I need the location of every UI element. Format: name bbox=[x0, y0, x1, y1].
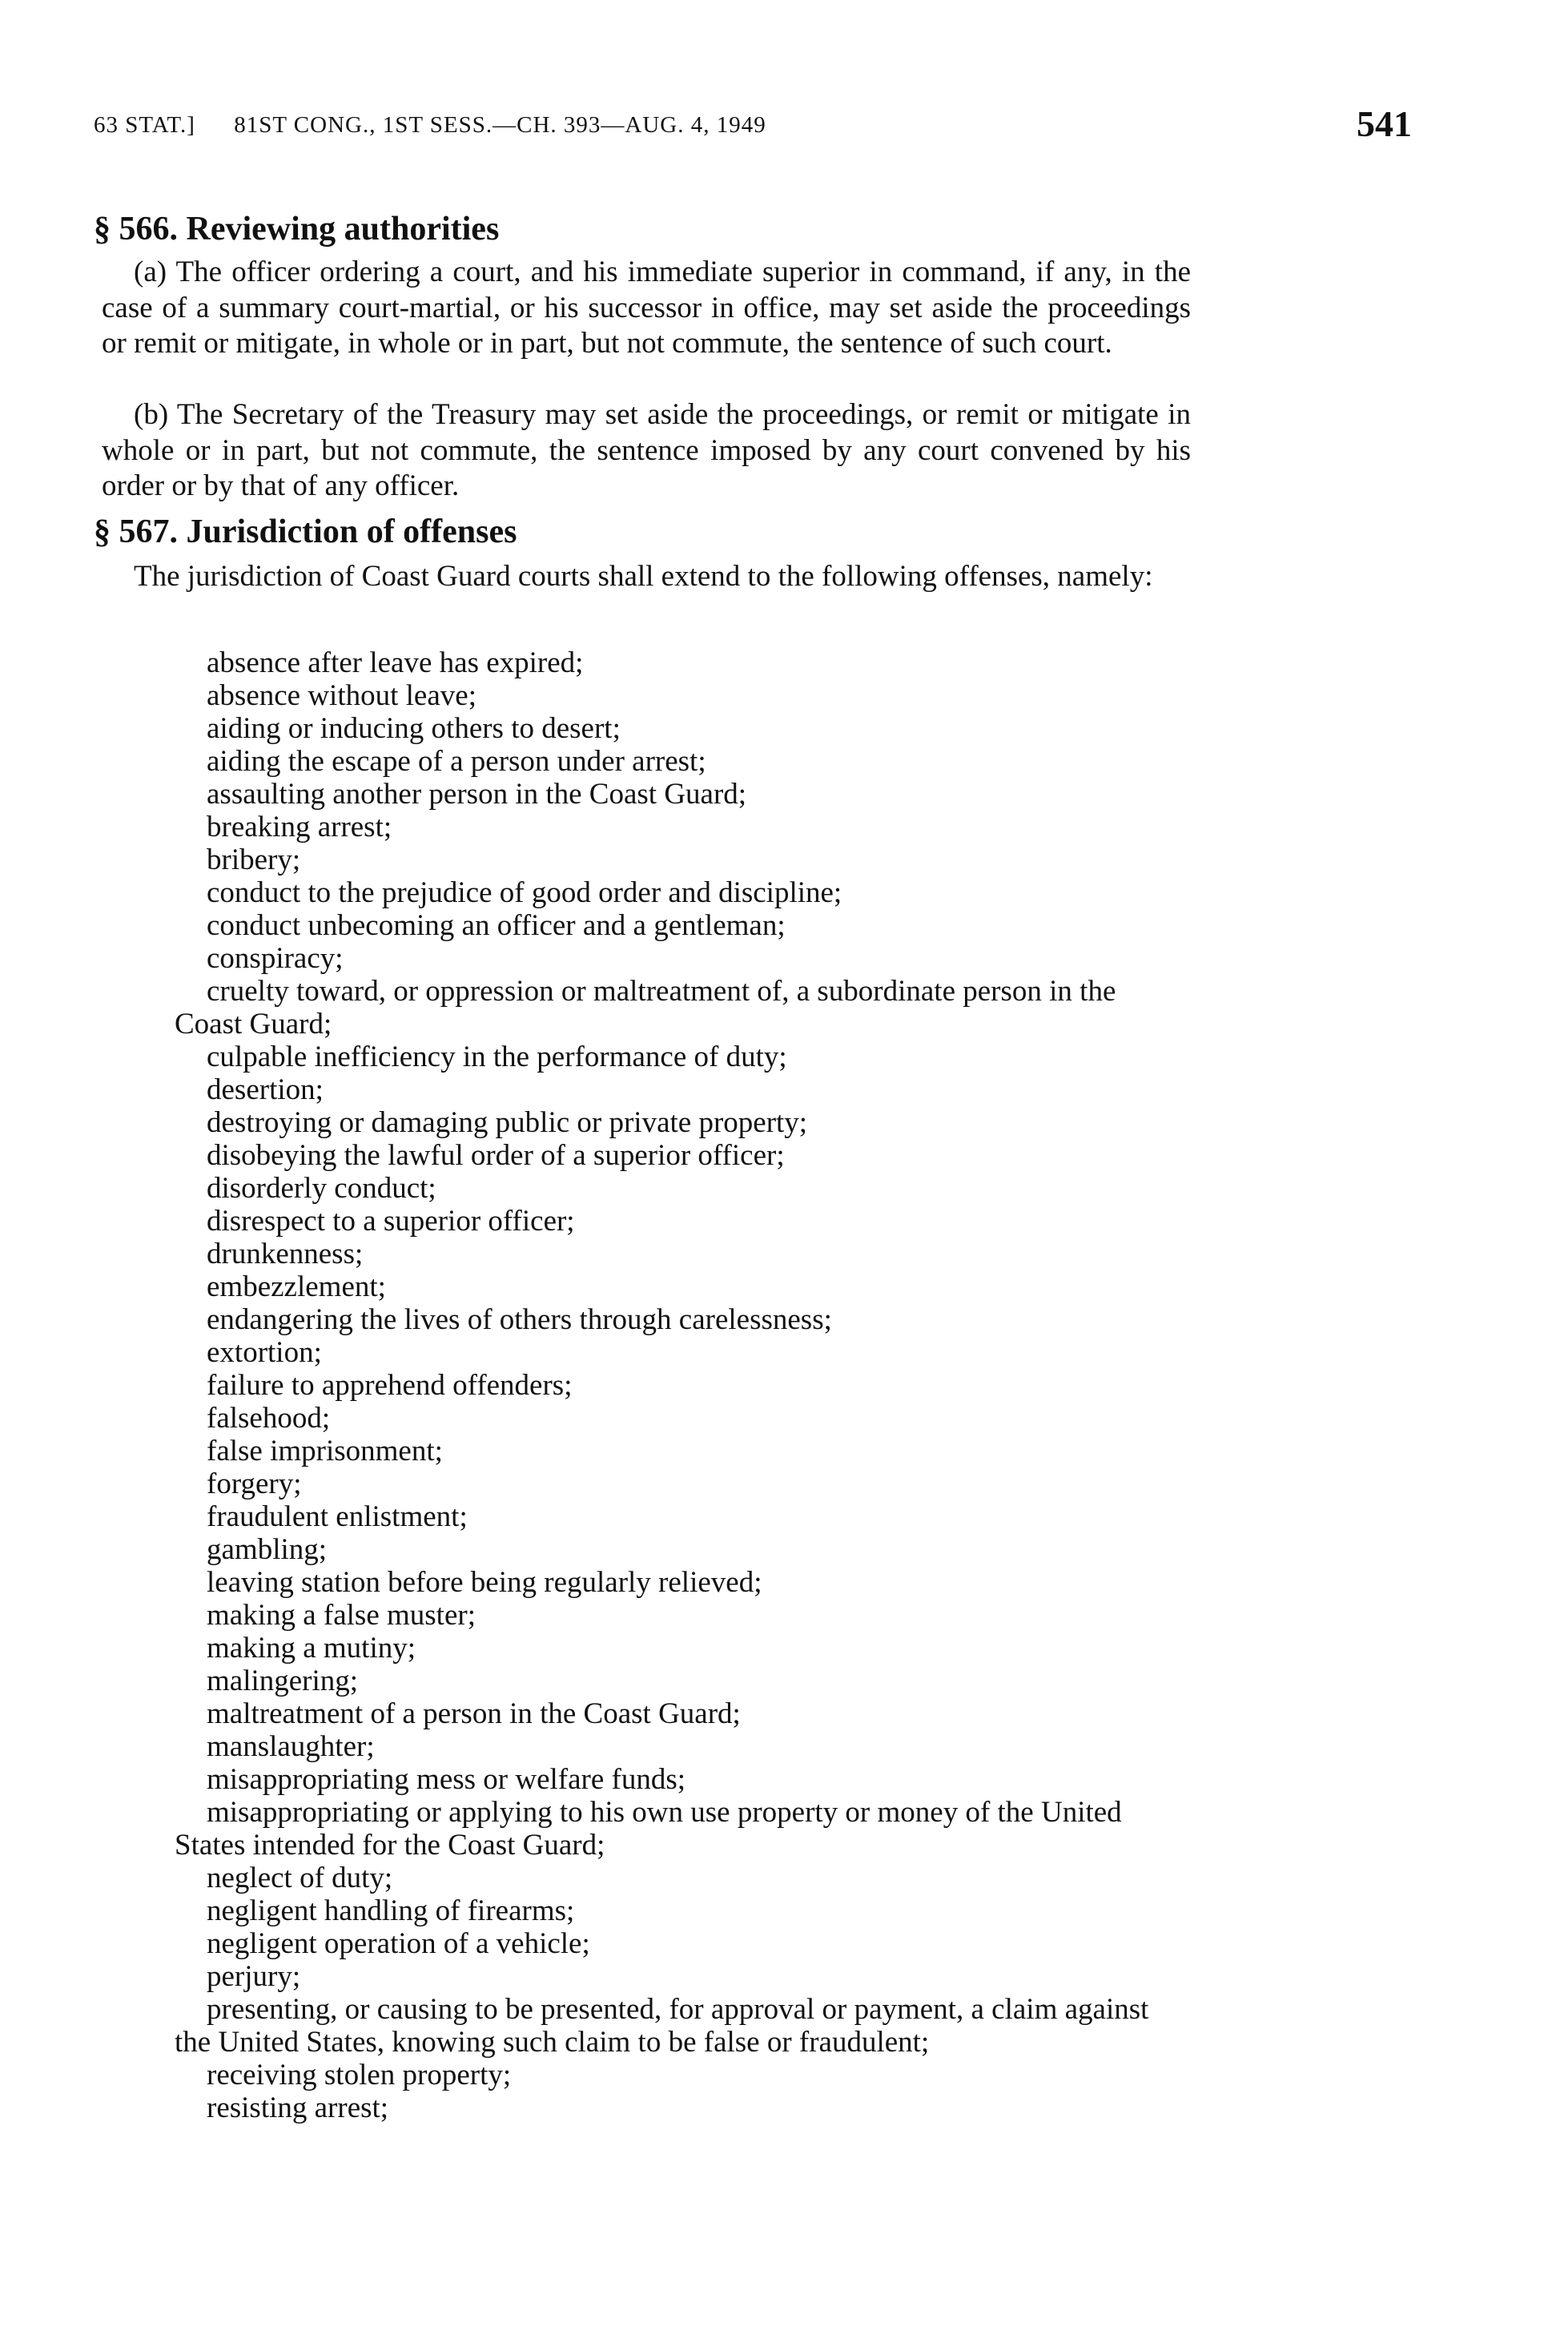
offense-item: negligent operation of a vehicle; bbox=[207, 1927, 590, 1960]
offense-item: cruelty toward, or oppression or maltreatment of, a subordinate person in the Coast Guard; bbox=[175, 975, 1116, 1041]
section-566-paragraph-b: (b) The Secretary of the Treasury may set aside the proceedings, or remit or mitigate in whole or in part, but not commute, the sentence imposed by any court convened by his order or by that of any officer. bbox=[102, 398, 1191, 502]
offense-item: perjury; bbox=[207, 1960, 301, 1993]
offense-item: embezzlement; bbox=[207, 1270, 386, 1303]
section-567-intro: The jurisdiction of Coast Guard courts shall extend to the following offenses, namely: bbox=[134, 560, 1153, 593]
offense-item: culpable inefficiency in the performance of duty; bbox=[207, 1041, 787, 1073]
offense-item: endangering the lives of others through carelessness; bbox=[207, 1303, 832, 1336]
offense-item: resisting arrest; bbox=[207, 2091, 389, 2124]
offense-item: making a false muster; bbox=[207, 1599, 476, 1632]
offense-item: bribery; bbox=[207, 843, 301, 876]
section-566-paragraph-a: (a) The officer ordering a court, and his immediate superior in command, if any, in the case of a summary court-martial, or his successor in office, may set aside the proceedings or remit or mitigate, in whole or in part, but not commute, the sentence of such court. bbox=[102, 256, 1191, 360]
offense-item: absence without leave; bbox=[207, 679, 476, 712]
offense-item: misappropriating mess or welfare funds; bbox=[207, 1763, 686, 1796]
offense-item: receiving stolen property; bbox=[207, 2059, 512, 2091]
section-567-heading: § 567. Jurisdiction of offenses bbox=[94, 513, 517, 550]
offense-item: forgery; bbox=[207, 1467, 302, 1500]
offense-item: failure to apprehend offenders; bbox=[207, 1369, 573, 1402]
offense-item: destroying or damaging public or private property; bbox=[207, 1106, 808, 1139]
offense-item: assaulting another person in the Coast Guard; bbox=[207, 778, 747, 811]
page-number: 541 bbox=[1357, 103, 1412, 144]
offense-item: gambling; bbox=[207, 1533, 328, 1566]
offense-list bbox=[0, 646, 1192, 2124]
congress-session-line: 81ST CONG., 1ST SESS.—CH. 393—AUG. 4, 1949 bbox=[234, 112, 766, 138]
offense-item: leaving station before being regularly relieved; bbox=[207, 1566, 762, 1599]
offense-item: making a mutiny; bbox=[207, 1632, 416, 1665]
offense-item: maltreatment of a person in the Coast Guard; bbox=[207, 1697, 741, 1730]
offense-item: drunkenness; bbox=[207, 1238, 364, 1270]
offense-item: conduct to the prejudice of good order and discipline; bbox=[207, 876, 842, 909]
offense-item: presenting, or causing to be presented, for approval or payment, a claim against the United States, knowing such claim to be false or fraudulent; bbox=[175, 1993, 1149, 2059]
offense-item: conspiracy; bbox=[207, 942, 344, 975]
offense-item: absence after leave has expired; bbox=[207, 646, 584, 679]
offense-item: aiding or inducing others to desert; bbox=[207, 712, 621, 745]
offense-item: conduct unbecoming an officer and a gentleman; bbox=[207, 909, 786, 942]
offense-item: desertion; bbox=[207, 1073, 324, 1106]
offense-item: falsehood; bbox=[207, 1402, 331, 1435]
offense-item: false imprisonment; bbox=[207, 1435, 443, 1467]
offense-item: malingering; bbox=[207, 1665, 359, 1697]
section-566-heading: § 566. Reviewing authorities bbox=[94, 211, 500, 248]
offense-item: extortion; bbox=[207, 1336, 322, 1369]
running-header bbox=[94, 112, 798, 139]
offense-item: breaking arrest; bbox=[207, 811, 392, 843]
offense-item: neglect of duty; bbox=[207, 1862, 393, 1894]
offense-item: disobeying the lawful order of a superior officer; bbox=[207, 1139, 785, 1172]
statute-reference: 63 STAT.] bbox=[94, 112, 195, 138]
offense-item: aiding the escape of a person under arrest; bbox=[207, 745, 706, 778]
offense-item: fraudulent enlistment; bbox=[207, 1500, 468, 1533]
offense-item: manslaughter; bbox=[207, 1730, 375, 1763]
offense-item: disorderly conduct; bbox=[207, 1172, 436, 1205]
offense-item: negligent handling of firearms; bbox=[207, 1894, 575, 1927]
offense-item: misappropriating or applying to his own use property or money of the United States intended for the Coast Guard; bbox=[175, 1796, 1122, 1862]
offense-item: disrespect to a superior officer; bbox=[207, 1205, 575, 1238]
